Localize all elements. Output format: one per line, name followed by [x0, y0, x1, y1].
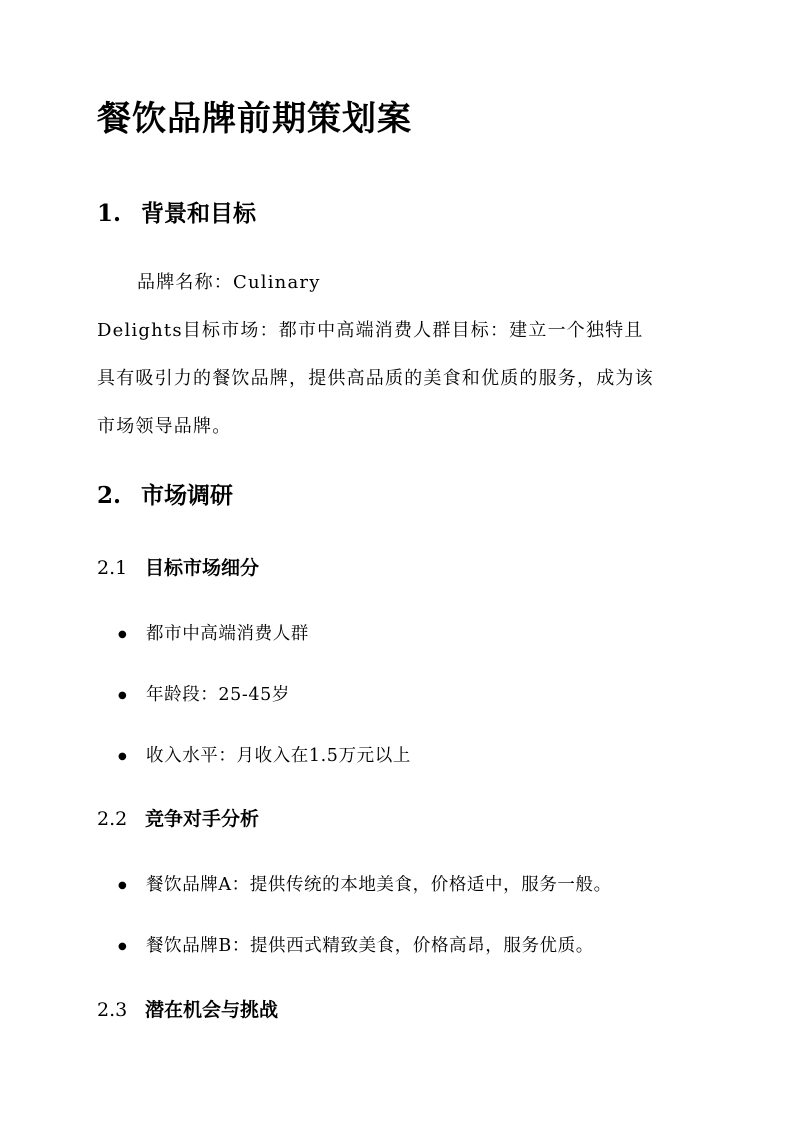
paragraph-line: Delights目标市场：都市中高端消费人群目标：建立一个独特且	[97, 320, 644, 341]
list-item-text: 餐饮品牌A：提供传统的本地美食，价格适中，服务一般。	[146, 875, 612, 895]
subsection-heading-competitors	[97, 805, 259, 833]
subsection-title: 竞争对手分析	[145, 808, 260, 830]
section-number: 1.	[97, 200, 122, 227]
subsection-title: 目标市场细分	[145, 557, 260, 579]
paragraph-line: 品牌名称：Culinary	[137, 272, 321, 293]
list-item	[118, 932, 594, 961]
list-item	[118, 681, 290, 710]
subsection-title: 潜在机会与挑战	[145, 999, 279, 1021]
section-title: 背景和目标	[141, 200, 256, 227]
subsection-heading-opportunities	[97, 996, 278, 1024]
paragraph-line: 具有吸引力的餐饮品牌，提供高品质的美食和优质的服务，成为该	[97, 368, 654, 389]
subsection-heading-target-market	[97, 554, 259, 582]
list-item-text: 都市中高端消费人群	[146, 624, 309, 644]
bullet-icon: ●	[118, 628, 128, 640]
subsection-number: 2.1	[97, 557, 128, 579]
bullet-icon: ●	[118, 750, 128, 762]
bullet-icon: ●	[118, 689, 128, 701]
list-item	[118, 620, 309, 649]
document-title: 餐饮品牌前期策划案	[97, 99, 412, 139]
section-number: 2.	[97, 482, 122, 509]
list-item	[118, 742, 411, 771]
bullet-icon: ●	[118, 940, 128, 952]
list-item-text: 餐饮品牌B：提供西式精致美食，价格高昂，服务优质。	[146, 936, 594, 956]
subsection-number: 2.2	[97, 808, 128, 830]
paragraph-line: 市场领导品牌。	[97, 416, 232, 437]
list-item-text: 收入水平：月收入在1.5万元以上	[146, 746, 411, 766]
list-item	[118, 871, 612, 900]
section-title: 市场调研	[141, 482, 233, 509]
subsection-number: 2.3	[97, 999, 128, 1021]
bullet-icon: ●	[118, 879, 128, 891]
section-heading-market-research	[97, 480, 233, 512]
list-item-text: 年龄段：25-45岁	[146, 685, 290, 705]
background-paragraph	[97, 259, 717, 451]
section-heading-background	[97, 198, 256, 230]
